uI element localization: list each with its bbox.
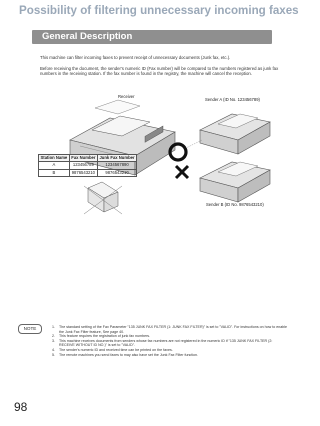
transmission-line-a	[186, 140, 202, 148]
section-heading: General Description	[42, 31, 133, 42]
note-text: This feature requires the registration of junk fax numbers.	[59, 334, 151, 339]
page-title: Possibility of filtering unnecessary incoming faxes	[19, 4, 299, 17]
junk-fax-table	[38, 154, 137, 177]
table-header-row	[39, 155, 137, 162]
discarded-document-icon	[84, 182, 122, 214]
list-item: 3. This machine receives documents from senders whose fax numbers are not registered in the numeric ID if "135 JUNK FAX FILTER (2: RECEIVE WITHOUT ID NO.)" is set to "VALID".	[52, 339, 287, 348]
column-header: Junk Fax Number	[97, 155, 136, 162]
note-text: This machine receives documents from senders whose fax numbers are not registered in the numeric ID if "135 JUNK FAX FILTER (2: RECEIVE WITHOUT ID NO.)" is set to "VALID".	[59, 338, 273, 348]
note-text: The sender's numeric ID and received time can be printed on the faxes.	[59, 347, 173, 352]
intro-paragraph-2: Before receiving the document, the sender's numeric ID (Fax number) will be compared to the numbers registered as junk fax numbers in the receiving station. If the fax number is found in the registry, the machine will cancel the reception.	[40, 65, 279, 77]
allowed-circle-icon	[170, 144, 186, 160]
table-cell: 9876543210	[97, 169, 136, 176]
table-cell: 9876543210	[69, 169, 97, 176]
list-item: 5. The remote machines you send faxes to may also have set the Junk Fax Filter function.	[52, 352, 199, 357]
receiver-label: Receiver	[118, 94, 135, 99]
column-header: Fax Number	[69, 155, 97, 162]
sender-a-fax-machine-icon	[200, 114, 270, 154]
list-item: 2. This feature requires the registration of junk fax numbers.	[52, 334, 151, 339]
sender-a-label: Sender A (ID No. 123456789)	[205, 97, 260, 102]
sender-b-fax-machine-icon	[200, 162, 270, 202]
note-text: The standard setting of the Fax Parameter "135 JUNK FAX FILTER (1: JUNK FAX FILTER)" is set to "VALID". For instructions on how to enable the Junk Fax Filter feature, See page 40.	[59, 325, 288, 334]
table-row	[39, 169, 137, 176]
table-row	[39, 162, 137, 169]
note-label: NOTE	[18, 324, 42, 334]
note-text: The remote machines you send faxes to may also have set the Junk Fax Filter function.	[59, 352, 199, 357]
table-cell: 1234567890	[97, 162, 136, 169]
table-cell: 123456789	[69, 162, 97, 169]
page-number: 98	[14, 400, 28, 414]
table-cell: A	[39, 162, 70, 169]
table-cell: B	[39, 169, 70, 176]
note-list	[52, 325, 287, 357]
list-item: 1. The standard setting of the Fax Parameter "135 JUNK FAX FILTER (1: JUNK FAX FILTER)" is set to "VALID". For instructions on how to enable the Junk Fax Filter feature, See page 40.	[52, 325, 288, 334]
list-item: 4. The sender's numeric ID and received time can be printed on the faxes.	[52, 347, 173, 352]
intro-paragraph-1: This machine can filter incoming faxes to prevent receipt of unnecessary documents (Junk fax, etc.).	[40, 55, 231, 60]
sender-b-label: Sender B (ID No. 9876543210)	[206, 202, 264, 207]
blocked-x-icon	[176, 166, 188, 178]
column-header: Station Name	[39, 155, 70, 162]
